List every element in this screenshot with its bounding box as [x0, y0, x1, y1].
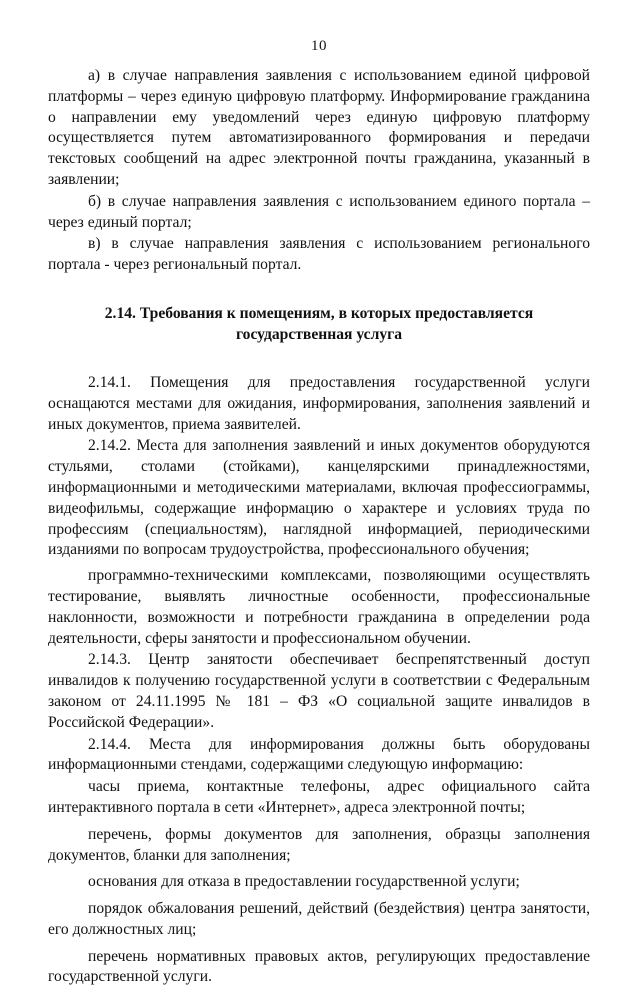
list-item-refusal: основания для отказа в предоставлении государственной услуги;: [88, 873, 520, 891]
section-heading: [48, 303, 590, 345]
document-body: [48, 66, 590, 988]
paragraph-2-14-4: 2.14.4. Места для информирования должны быть оборудованы информационными стендами, содержащими следующую информацию:: [48, 735, 590, 774]
section-heading-line-2: государственная услуга: [235, 325, 403, 343]
list-item-appeal: порядок обжалования решений, действий (бездействия) центра занятости, его должностных лиц;: [48, 900, 590, 938]
list-item-hours: часы приема, контактные телефоны, адрес официального сайта интерактивного портала в сети «Интернет», адреса электронной почты;: [48, 778, 590, 816]
list-item-regulations: перечень нормативных правовых актов, регулирующих предоставление государственной услуги.: [48, 947, 590, 986]
list-item-forms: перечень, формы документов для заполнения, образцы заполнения документов, бланки для заполнения;: [48, 825, 590, 864]
paragraph-software: программно-техническими комплексами, позволяющими осуществлять тестирование, выявлять личностные особенности, профессиональные наклонности, возможности и потребности гражданина в определении рода деятельности, сферы занятости и профессиональном обучении.: [48, 567, 590, 647]
page-number: 10: [311, 38, 327, 54]
paragraph-b: б) в случае направления заявления с использованием единого портала – через единый портал;: [48, 192, 590, 231]
section-heading-line-1: 2.14. Требования к помещениям, в которых предоставляется: [104, 304, 534, 322]
paragraph-2-14-2: 2.14.2. Места для заполнения заявлений и иных документов оборудуются стульями, столами (стойками), канцелярскими принадлежностями, информационными и методическими материалами, включая профессиограммы, видеофильмы, содержащие информацию о характере и условиях труда по профессиям (специальностям), наглядной информацией, периодическими изданиями по вопросам трудоустройства, профессионального обучения;: [48, 437, 590, 559]
paragraph-a: а) в случае направления заявления с использованием единой цифровой платформы – через единую цифровую платформу. Информирование гражданина о направлении ему уведомлений через единую цифровую платформу осуществляется путем автоматизированного формирования и передачи текстовых сообщений на адрес электронной почты гражданина, указанный в заявлении;: [48, 67, 590, 188]
paragraph-2-14-1: 2.14.1. Помещения для предоставления государственной услуги оснащаются местами для ожидания, информирования, заполнения заявлений и иных документов, приема заявителей.: [48, 373, 590, 433]
paragraph-2-14-3: 2.14.3. Центр занятости обеспечивает беспрепятственный доступ инвалидов к получению государственной услуги в соответствии с Федеральным законом от 24.11.1995 № 181 – ФЗ «О социальной защите инвалидов в Российской Федерации».: [48, 651, 590, 731]
paragraph-c: в) в случае направления заявления с использованием регионального портала - через региональный портал.: [48, 235, 590, 274]
